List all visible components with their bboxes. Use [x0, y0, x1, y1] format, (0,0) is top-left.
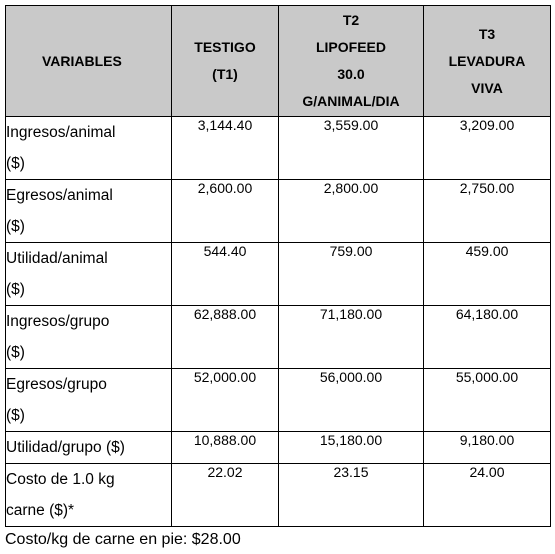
table-row: [6, 464, 551, 527]
cell-testigo: 544.40: [172, 243, 279, 306]
cell-t2: 759.00: [279, 243, 424, 306]
cell-t3: 2,750.00: [424, 180, 551, 243]
cell-t2: 3,559.00: [279, 117, 424, 180]
header-variables: VARIABLES: [6, 6, 172, 117]
footnote: Costo/kg de carne en pie: $28.00: [5, 531, 241, 548]
results-table: [5, 5, 551, 527]
table-row: [6, 432, 551, 464]
table-row: [6, 243, 551, 306]
table-header-row: [6, 6, 551, 117]
table-row: [6, 369, 551, 432]
cell-t2: 15,180.00: [279, 432, 424, 464]
table-row: [6, 180, 551, 243]
header-t3-levadura: T3 LEVADURA VIVA: [424, 6, 551, 117]
cell-t2: 56,000.00: [279, 369, 424, 432]
cell-t3: 64,180.00: [424, 306, 551, 369]
cell-testigo: 52,000.00: [172, 369, 279, 432]
row-label: Ingresos/grupo ($): [6, 306, 172, 369]
row-label: Utilidad/animal ($): [6, 243, 172, 306]
cell-testigo: 22.02: [172, 464, 279, 527]
row-label: Egresos/animal ($): [6, 180, 172, 243]
header-t2-lipofeed: T2 LIPOFEED 30.0 G/ANIMAL/DIA: [279, 6, 424, 117]
table-row: [6, 306, 551, 369]
row-label: Utilidad/grupo ($): [6, 432, 172, 464]
row-label: Costo de 1.0 kg carne ($)*: [6, 464, 172, 527]
cell-testigo: 62,888.00: [172, 306, 279, 369]
cell-t3: 459.00: [424, 243, 551, 306]
row-label: Ingresos/animal ($): [6, 117, 172, 180]
cell-t3: 55,000.00: [424, 369, 551, 432]
cell-testigo: 10,888.00: [172, 432, 279, 464]
cell-t2: 23.15: [279, 464, 424, 527]
cell-t3: 3,209.00: [424, 117, 551, 180]
header-testigo: TESTIGO (T1): [172, 6, 279, 117]
row-label: Egresos/grupo ($): [6, 369, 172, 432]
cell-testigo: 2,600.00: [172, 180, 279, 243]
cell-t3: 9,180.00: [424, 432, 551, 464]
cell-t3: 24.00: [424, 464, 551, 527]
cell-t2: 71,180.00: [279, 306, 424, 369]
table-row: [6, 117, 551, 180]
cell-t2: 2,800.00: [279, 180, 424, 243]
cell-testigo: 3,144.40: [172, 117, 279, 180]
